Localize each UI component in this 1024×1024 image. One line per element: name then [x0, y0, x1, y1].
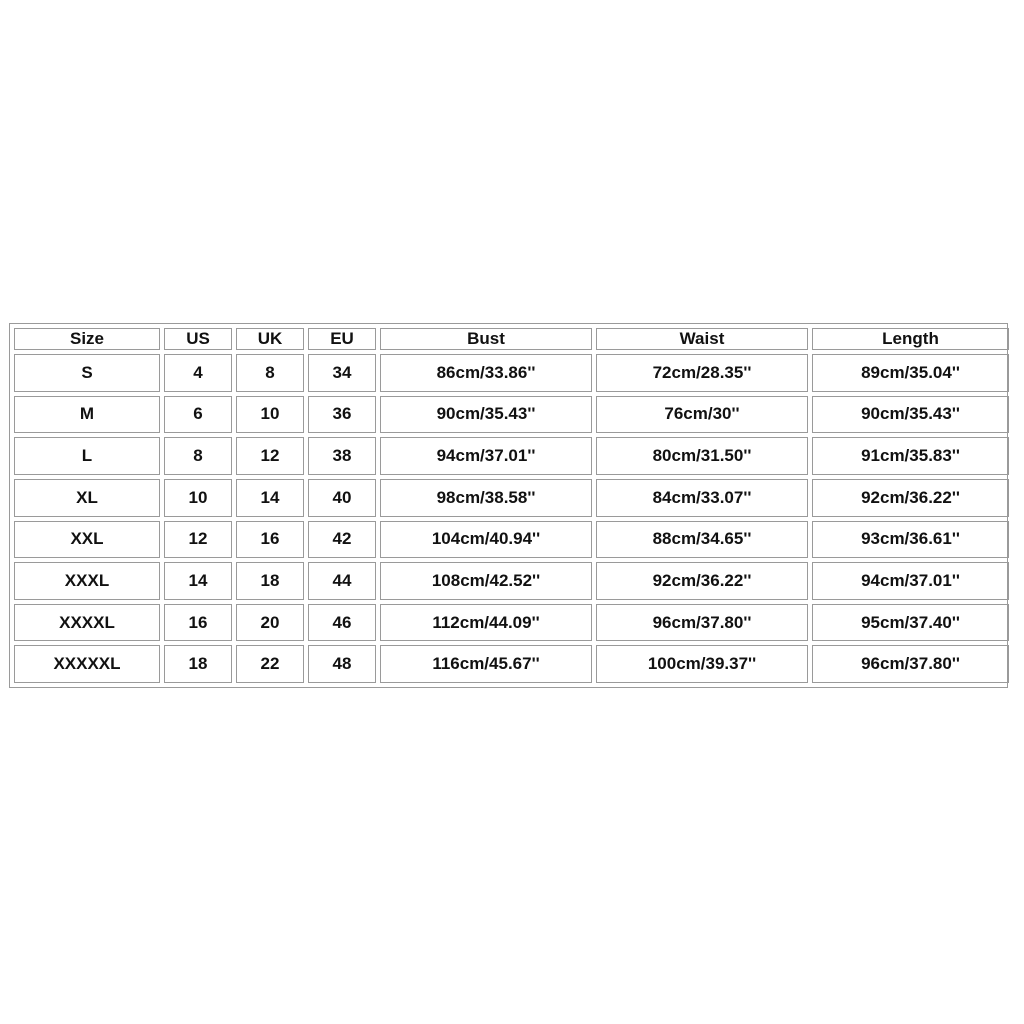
cell-length: 91cm/35.83'': [812, 437, 1009, 475]
cell-eu: 48: [308, 645, 376, 683]
cell-size: XXXXXL: [14, 645, 160, 683]
cell-eu: 46: [308, 604, 376, 642]
header-row: [14, 328, 1009, 350]
cell-bust: 98cm/38.58'': [380, 479, 592, 517]
cell-uk: 20: [236, 604, 304, 642]
cell-bust: 108cm/42.52'': [380, 562, 592, 600]
cell-length: 89cm/35.04'': [812, 354, 1009, 392]
cell-bust: 104cm/40.94'': [380, 521, 592, 559]
header-uk: UK: [236, 328, 304, 350]
cell-us: 8: [164, 437, 232, 475]
cell-length: 96cm/37.80'': [812, 645, 1009, 683]
cell-bust: 90cm/35.43'': [380, 396, 592, 434]
cell-us: 4: [164, 354, 232, 392]
table-row: [14, 521, 1009, 559]
cell-us: 18: [164, 645, 232, 683]
cell-eu: 36: [308, 396, 376, 434]
table-row: [14, 562, 1009, 600]
cell-length: 92cm/36.22'': [812, 479, 1009, 517]
header-waist: Waist: [596, 328, 808, 350]
cell-size: XXXL: [14, 562, 160, 600]
header-eu: EU: [308, 328, 376, 350]
cell-waist: 92cm/36.22'': [596, 562, 808, 600]
table-row: [14, 479, 1009, 517]
table-row: [14, 396, 1009, 434]
cell-us: 16: [164, 604, 232, 642]
cell-eu: 34: [308, 354, 376, 392]
cell-uk: 18: [236, 562, 304, 600]
cell-uk: 16: [236, 521, 304, 559]
cell-length: 93cm/36.61'': [812, 521, 1009, 559]
cell-waist: 72cm/28.35'': [596, 354, 808, 392]
cell-length: 95cm/37.40'': [812, 604, 1009, 642]
size-chart: [9, 323, 1008, 688]
table-row: [14, 645, 1009, 683]
cell-bust: 86cm/33.86'': [380, 354, 592, 392]
cell-us: 12: [164, 521, 232, 559]
cell-waist: 96cm/37.80'': [596, 604, 808, 642]
cell-bust: 112cm/44.09'': [380, 604, 592, 642]
cell-eu: 40: [308, 479, 376, 517]
cell-us: 6: [164, 396, 232, 434]
cell-waist: 100cm/39.37'': [596, 645, 808, 683]
cell-uk: 10: [236, 396, 304, 434]
cell-waist: 88cm/34.65'': [596, 521, 808, 559]
cell-eu: 38: [308, 437, 376, 475]
table-row: [14, 354, 1009, 392]
cell-eu: 42: [308, 521, 376, 559]
cell-size: XXXXL: [14, 604, 160, 642]
header-size: Size: [14, 328, 160, 350]
header-length: Length: [812, 328, 1009, 350]
cell-waist: 80cm/31.50'': [596, 437, 808, 475]
cell-us: 10: [164, 479, 232, 517]
table-row: [14, 604, 1009, 642]
cell-bust: 116cm/45.67'': [380, 645, 592, 683]
header-us: US: [164, 328, 232, 350]
cell-size: S: [14, 354, 160, 392]
cell-size: XXL: [14, 521, 160, 559]
cell-waist: 84cm/33.07'': [596, 479, 808, 517]
cell-eu: 44: [308, 562, 376, 600]
table-row: [14, 437, 1009, 475]
cell-bust: 94cm/37.01'': [380, 437, 592, 475]
cell-us: 14: [164, 562, 232, 600]
cell-size: XL: [14, 479, 160, 517]
cell-length: 90cm/35.43'': [812, 396, 1009, 434]
size-table: [10, 324, 1013, 687]
cell-size: M: [14, 396, 160, 434]
cell-uk: 22: [236, 645, 304, 683]
cell-size: L: [14, 437, 160, 475]
header-bust: Bust: [380, 328, 592, 350]
cell-uk: 8: [236, 354, 304, 392]
cell-uk: 14: [236, 479, 304, 517]
cell-uk: 12: [236, 437, 304, 475]
cell-length: 94cm/37.01'': [812, 562, 1009, 600]
cell-waist: 76cm/30'': [596, 396, 808, 434]
